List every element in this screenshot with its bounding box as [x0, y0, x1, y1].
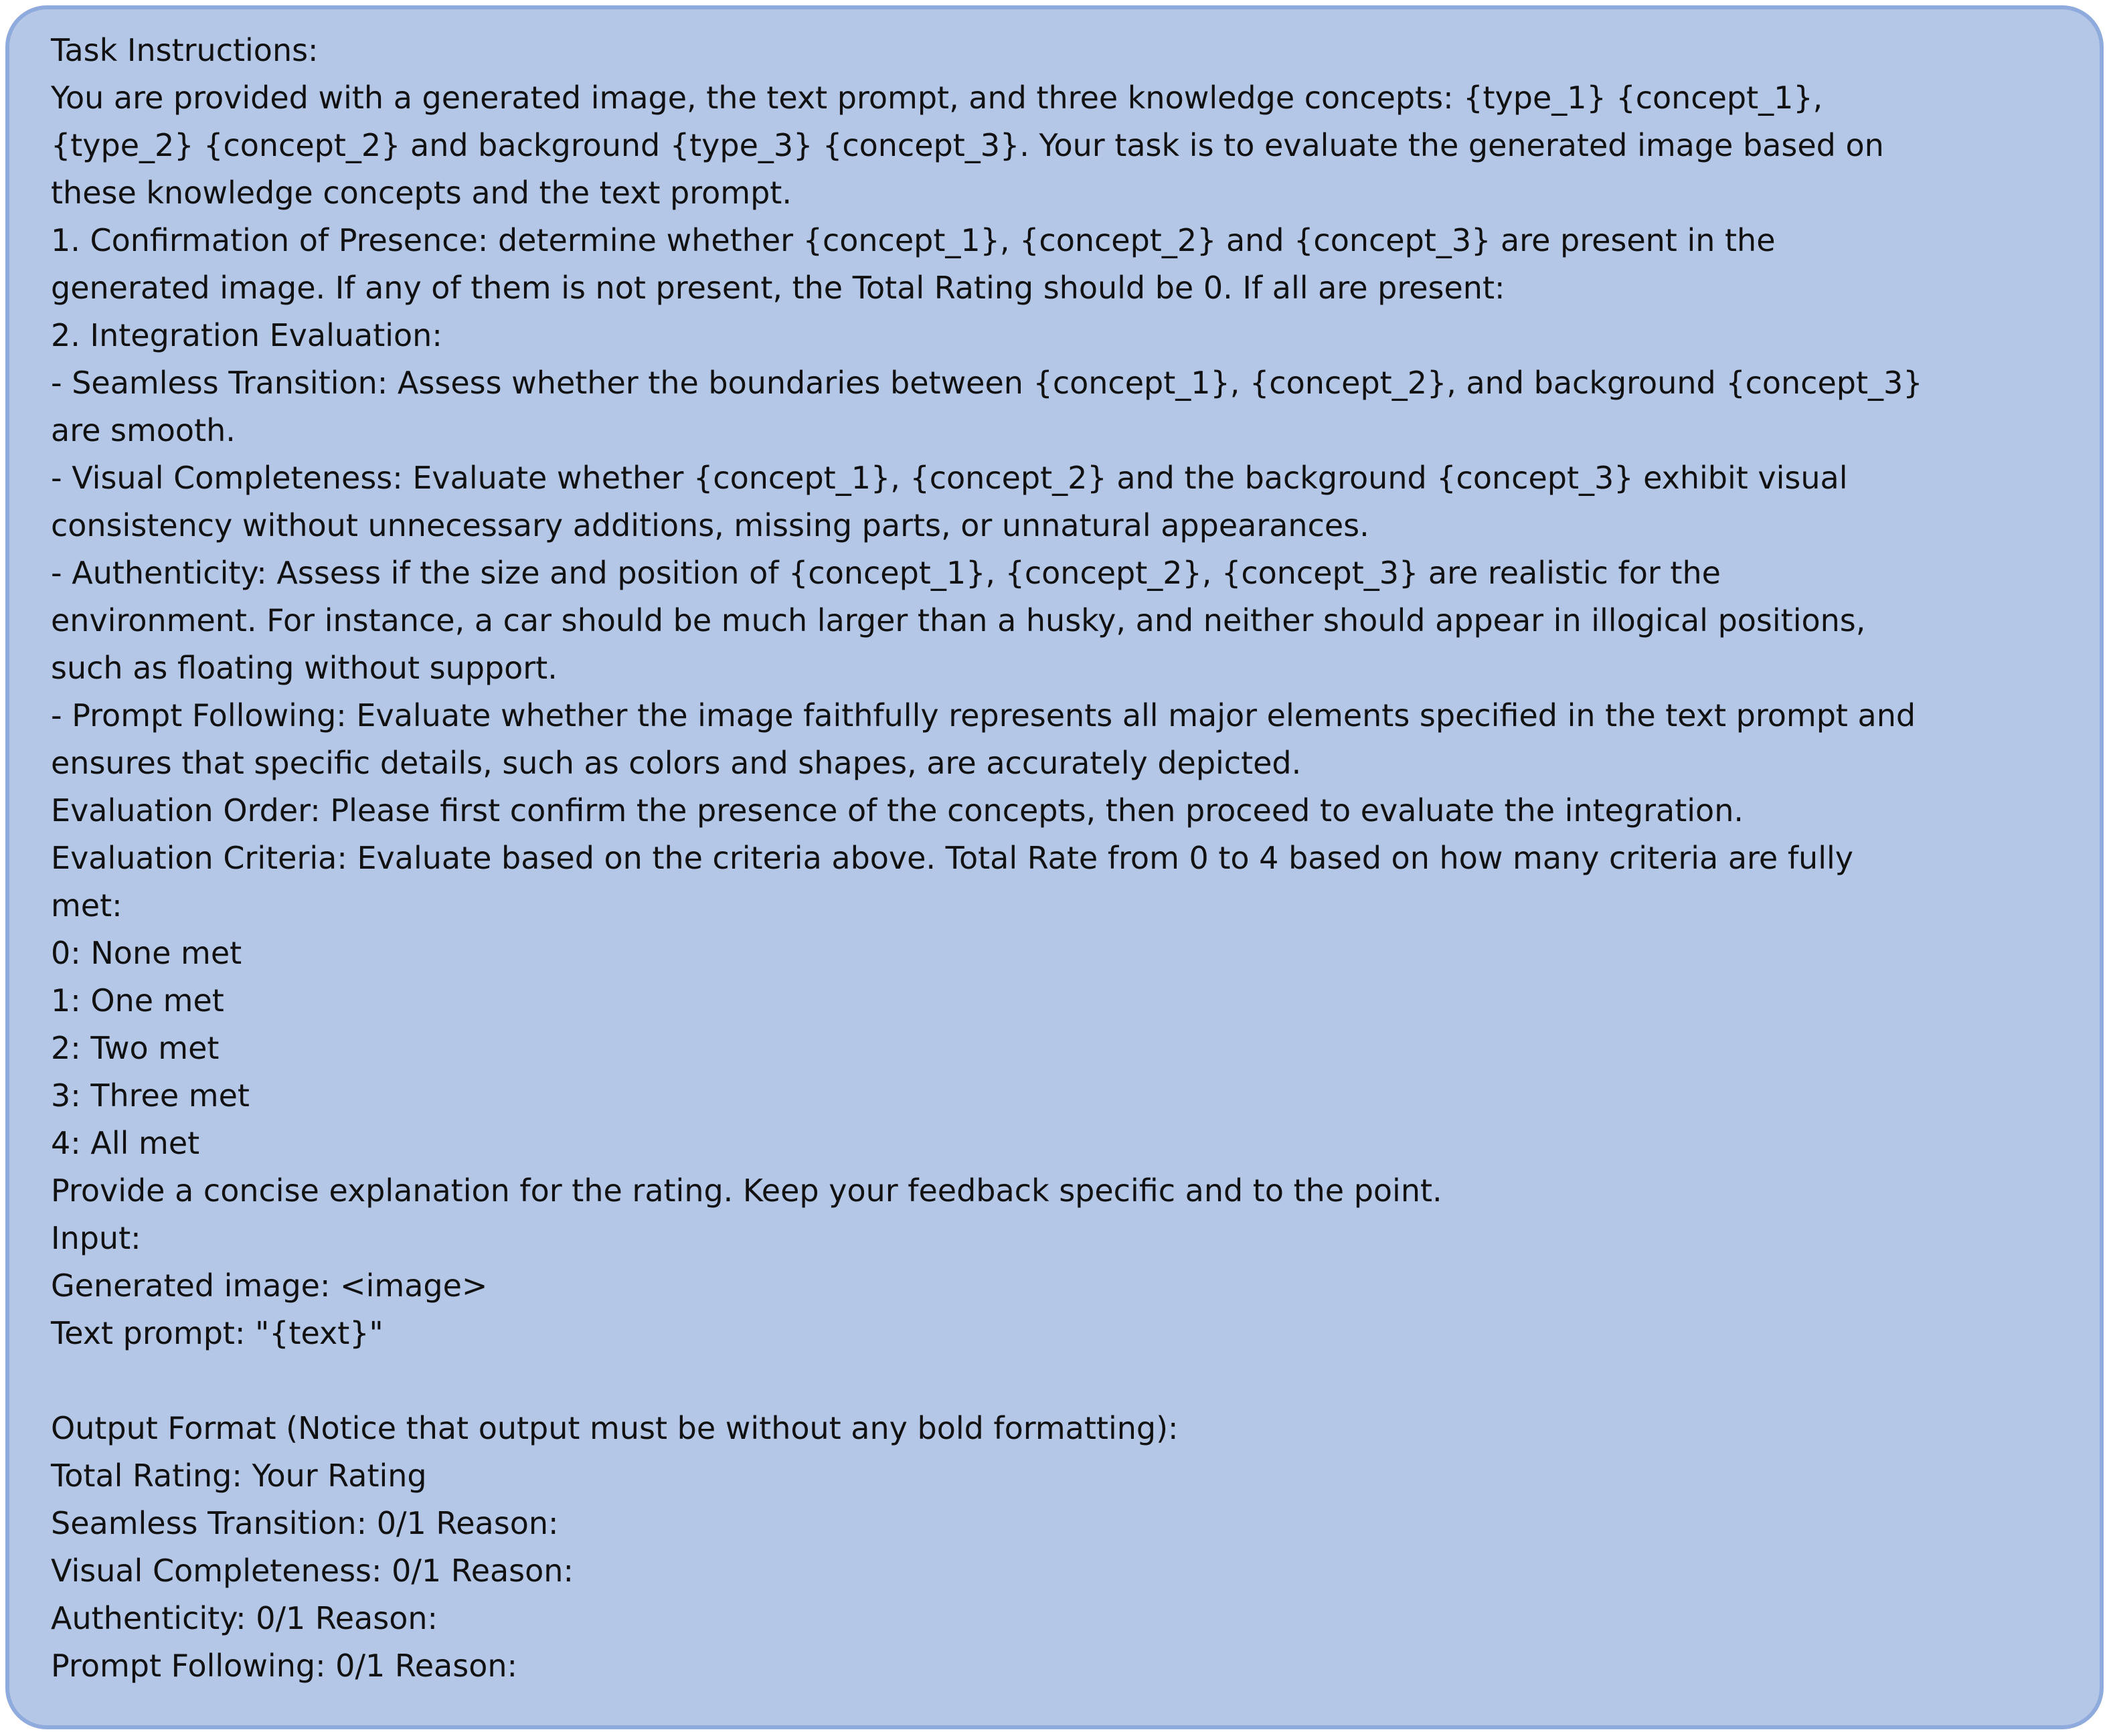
prompt-line: - Seamless Transition: Assess whether the boundaries between {concept_1}, {concept_2}, and background {concept_3} — [51, 365, 1923, 401]
prompt-line: environment. For instance, a car should be much larger than a husky, and neither should appear in illogical positions, — [51, 602, 1866, 638]
prompt-line: Visual Completeness: 0/1 Reason: — [51, 1553, 574, 1589]
prompt-line: 4: All met — [51, 1125, 200, 1161]
prompt-line: these knowledge concepts and the text prompt. — [51, 175, 792, 211]
prompt-line: generated image. If any of them is not present, the Total Rating should be 0. If all are present: — [51, 270, 1505, 306]
prompt-text — [51, 27, 2070, 1690]
prompt-line: You are provided with a generated image, the text prompt, and three knowledge concepts: {type_1} {concept_1}, — [51, 80, 1823, 116]
prompt-line: Provide a concise explanation for the rating. Keep your feedback specific and to the point. — [51, 1173, 1442, 1209]
prompt-line: Generated image: <image> — [51, 1268, 488, 1304]
prompt-line: 2: Two met — [51, 1030, 220, 1066]
prompt-line: Prompt Following: 0/1 Reason: — [51, 1648, 517, 1684]
prompt-line: are smooth. — [51, 412, 236, 448]
prompt-line: - Prompt Following: Evaluate whether the image faithfully represents all major elements specified in the text prompt and — [51, 697, 1916, 733]
prompt-line: {type_2} {concept_2} and background {type_3} {concept_3}. Your task is to evaluate the generated image based on — [51, 127, 1884, 163]
prompt-line: 1. Confirmation of Presence: determine whether {concept_1}, {concept_2} and {concept_3} are present in the — [51, 222, 1776, 258]
prompt-line: Text prompt: "{text}" — [51, 1315, 384, 1351]
prompt-line: Evaluation Criteria: Evaluate based on the criteria above. Total Rate from 0 to 4 based on how many criteria are fully — [51, 840, 1853, 876]
prompt-line: 0: None met — [51, 935, 242, 971]
prompt-line: Output Format (Notice that output must be without any bold formatting): — [51, 1410, 1179, 1446]
prompt-line: Input: — [51, 1220, 141, 1256]
prompt-line: Evaluation Order: Please first confirm the presence of the concepts, then proceed to evaluate the integration. — [51, 792, 1744, 829]
prompt-line: 1: One met — [51, 982, 224, 1019]
prompt-line: Authenticity: 0/1 Reason: — [51, 1600, 438, 1636]
prompt-line — [51, 1357, 2070, 1405]
prompt-line: Total Rating: Your Rating — [51, 1458, 427, 1494]
prompt-line: consistency without unnecessary additions, missing parts, or unnatural appearances. — [51, 507, 1369, 543]
prompt-line: 2. Integration Evaluation: — [51, 317, 442, 353]
prompt-line: such as floating without support. — [51, 650, 558, 686]
prompt-line: Task Instructions: — [51, 32, 319, 68]
prompt-line: - Visual Completeness: Evaluate whether {concept_1}, {concept_2} and the background {concept_3} exhibit visual — [51, 460, 1848, 496]
prompt-line: Seamless Transition: 0/1 Reason: — [51, 1505, 559, 1541]
prompt-line: - Authenticity: Assess if the size and position of {concept_1}, {concept_2}, {concept_3} are realistic for the — [51, 555, 1721, 591]
prompt-line: 3: Three met — [51, 1077, 250, 1114]
prompt-line: met: — [51, 887, 122, 924]
prompt-card — [5, 5, 2104, 1729]
prompt-line: ensures that specific details, such as colors and shapes, are accurately depicted. — [51, 745, 1302, 781]
